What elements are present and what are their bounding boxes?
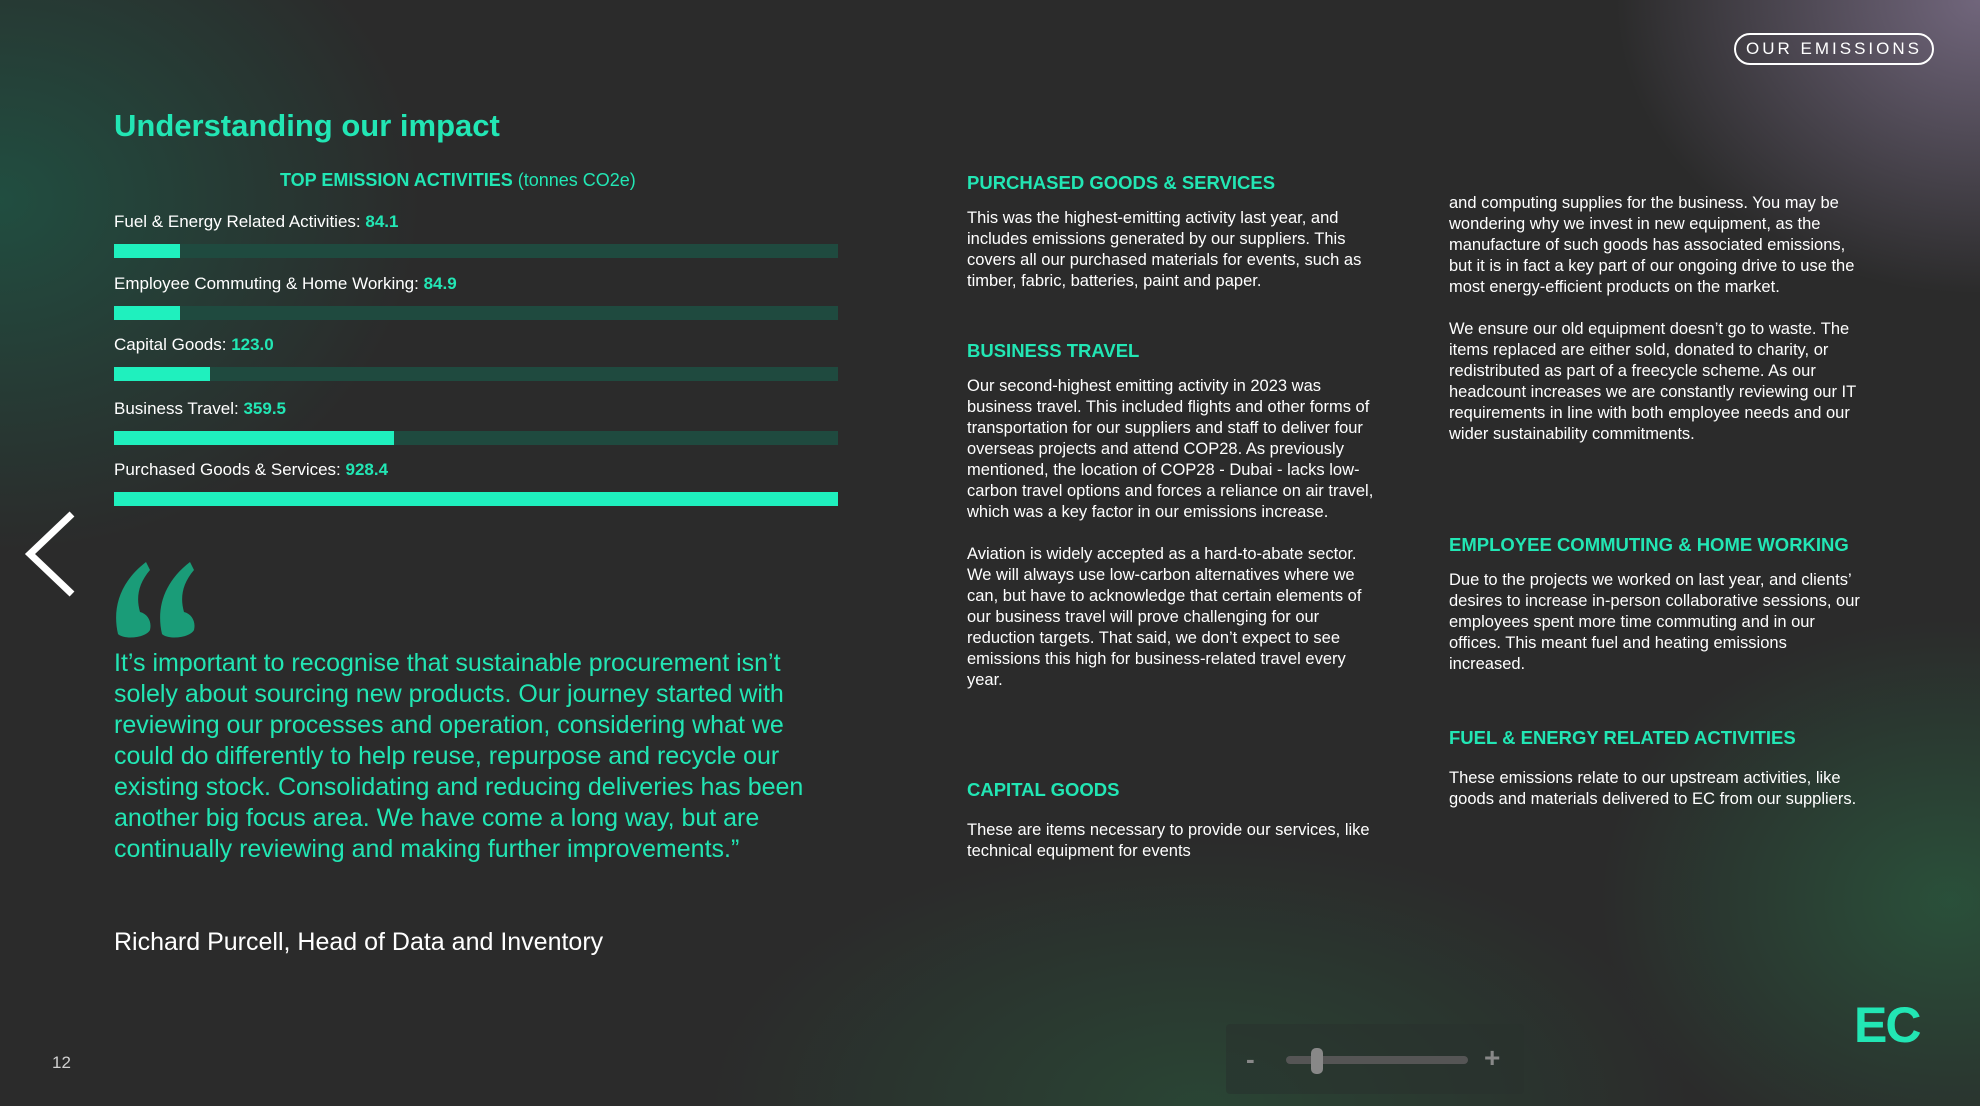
bar-track [114,367,838,381]
section-body: Due to the projects we worked on last year, and clients’ desires to increase in-person collaborative sessions, our employees spent more time commuting and in our offices. This meant fuel and heating emissions increased. [1449,571,1860,673]
zoom-control [1226,1024,1524,1094]
section-badge: OUR EMISSIONS [1734,33,1934,65]
section-body: Aviation is widely accepted as a hard-to-abate sector. We will always use low-carbon alternatives where we can, but have to acknowledge that certain elements of our business travel will prove challenging for our reduction targets. That said, we don’t expect to see emissions this high for business-related travel every year. [967,545,1362,689]
zoom-slider-handle[interactable] [1311,1048,1323,1074]
bar-track [114,306,838,320]
section-heading: CAPITAL GOODS [967,779,1120,800]
section-fuel-energy [1449,727,1861,810]
section-body: and computing supplies for the business. You may be wondering why we invest in new equipment, as the manufacture of such goods has associated emissions, but it is in fact a key part of our ongoing drive to use the most energy-efficient products on the market. [1449,194,1855,296]
bar-label [114,212,838,232]
bar-track [114,244,838,258]
bar-row [114,399,838,419]
section-capital-goods-continued [1449,193,1861,445]
page-title: Understanding our impact [114,108,500,143]
bar-track [114,492,838,506]
section-capital-goods [967,779,1379,862]
section-purchased-goods [967,172,1379,292]
bar-value-label: 359.5 [243,399,287,418]
section-body: This was the highest-emitting activity last year, and includes emissions generated by our suppliers. This covers all our purchased materials for events, such as timber, fabric, batteries, paint and paper. [967,209,1362,290]
section-body: We ensure our old equipment doesn’t go to waste. The items replaced are either sold, donated to charity, or redistributed as part of a freecycle scheme. As our headcount increases we are constantly reviewing our IT requirements in line with both employee needs and our wider sustainability commitments. [1449,320,1856,443]
zoom-in-button[interactable]: + [1484,1042,1501,1073]
bar-row [114,212,838,232]
chart-title-block [280,170,636,191]
bar-label [114,399,838,419]
bar-label [114,335,838,355]
bar-value-label: 928.4 [345,460,389,479]
section-employee-commuting [1449,534,1861,675]
section-body: Our second-highest emitting activity in 2023 was business travel. This included flights and other forms of transportation for our suppliers and staff to deliver four overseas projects and attend COP28. As previously mentioned, the location of COP28 - Dubai - lacks low-carbon travel options and forces a reliance on air travel, which was a key factor in our emissions increase. [967,377,1374,521]
section-heading: EMPLOYEE COMMUTING & HOME WORKING [1449,534,1849,555]
bar [114,244,180,258]
bar-value-label: 84.1 [365,212,399,231]
bar-row [114,335,838,355]
section-heading: BUSINESS TRAVEL [967,340,1140,361]
chart-title: TOP EMISSION ACTIVITIES [280,170,513,190]
bar-value-label: 84.9 [423,274,457,293]
bar-category: Purchased Goods & Services: [114,460,341,479]
quote-attribution: Richard Purcell, Head of Data and Inventory [114,928,604,956]
bar-category: Fuel & Energy Related Activities: [114,212,361,231]
section-heading: PURCHASED GOODS & SERVICES [967,172,1276,193]
bar-category: Employee Commuting & Home Working: [114,274,419,293]
section-heading: FUEL & ENERGY RELATED ACTIVITIES [1449,727,1796,748]
pull-quote: It’s important to recognise that sustainable procurement isn’t solely about sourcing new products. Our journey started with reviewing our processes and operation, considering what we could do differently to help reuse, repurpose and recycle our existing stock. Consolidating and reducing deliveries has been another big focus area. We have come a long way, but are continually reviewing and making further improvements.” [114,649,804,863]
chart-unit: (tonnes CO2e) [517,170,636,190]
bar-track [114,431,838,445]
section-business-travel [967,340,1379,691]
bar [114,306,180,320]
bar-value-label: 123.0 [231,335,274,354]
bar [114,492,838,506]
zoom-out-button[interactable]: - [1246,1044,1255,1074]
bar-row [114,460,838,480]
bar [114,431,394,445]
section-body: These are items necessary to provide our services, like technical equipment for events [967,821,1370,860]
section-body: These emissions relate to our upstream activities, like goods and materials delivered to EC from our suppliers. [1449,769,1857,808]
bar-row [114,274,838,294]
previous-page-icon[interactable] [22,508,78,600]
page-number: 12 [52,1053,71,1072]
bar-label [114,460,838,480]
bar-category: Business Travel: [114,399,239,418]
bar [114,367,210,381]
bar-category: Capital Goods: [114,335,227,354]
quote-mark-icon [114,560,204,638]
zoom-slider[interactable] [1286,1056,1468,1064]
ec-logo: EC [1854,997,1920,1053]
bar-label [114,274,838,294]
